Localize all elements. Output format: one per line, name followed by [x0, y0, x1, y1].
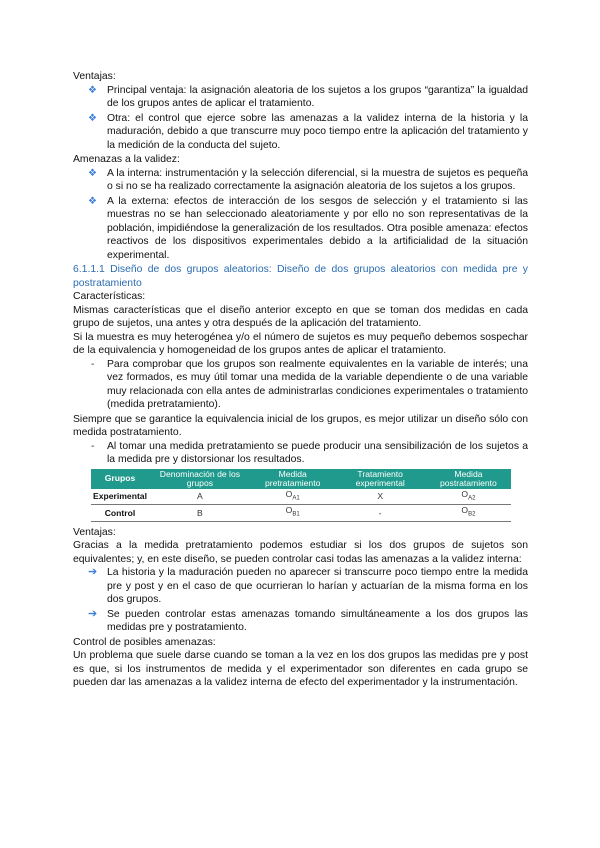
paragraph: Mismas características que el diseño anterior excepto en que se toman dos medidas en cada grupo de sujetos, una antes y otra después de la aplicación del tratamiento.: [73, 304, 528, 329]
list-item: - Para comprobar que los grupos son realmente equivalentes en la variable de interés; una vez formados, es muy útil tomar una medida de la variable dependiente o de una variable muy relacionada con ella antes de administrarlas condiciones experimentales o tratamiento (medida pretratamiento).: [91, 358, 528, 410]
diamond-bullet-icon: ❖: [88, 167, 97, 179]
table-header-row: [91, 469, 511, 489]
paragraph: Siempre que se garantice la equivalencia inicial de los grupos, es mejor utilizar un diseño sólo con medida postratamiento.: [73, 413, 528, 438]
document-page: [73, 70, 528, 690]
caracteristicas-title: Características:: [73, 291, 146, 302]
list-item: ➔ Se pueden controlar estas amenazas tomando simultáneamente a los dos grupos las medidas pre y postratamiento.: [88, 607, 528, 634]
list-item: - Al tomar una medida pretratamiento se puede producir una sensibilización de los sujetos a la medida pre y distorsionar los resultados.: [91, 440, 528, 465]
table-header-cell: Medida pretratamiento: [251, 469, 335, 489]
diamond-bullet-icon: ❖: [88, 84, 97, 96]
table-cell: Control: [91, 505, 149, 522]
table-cell: B: [149, 505, 251, 522]
amenazas-title: Amenazas a la validez:: [73, 154, 180, 165]
table-header-cell: Denominación de los grupos: [149, 469, 251, 489]
table-header-cell: Tratamiento experimental: [335, 469, 426, 489]
table-header-cell: Medida postratamiento: [426, 469, 511, 489]
ventajas-title: Ventajas:: [73, 71, 116, 82]
arrow-list: [73, 566, 528, 635]
table-cell: $O_{A1}$: [251, 489, 335, 505]
diamond-bullet-icon: ❖: [88, 195, 97, 207]
list-item: ➔ La historia y la maduración pueden no aparecer si transcurre poco tiempo entre la medida pre y post y en el caso de que ocurrieran lo harían y actuarían de la misma forma en los dos grupos.: [88, 566, 528, 606]
list-item: ❖ Principal ventaja: la asignación aleatoria de los sujetos a los grupos “garantiza” la igualdad de los grupos antes de aplicar el tratamiento.: [88, 84, 528, 109]
table-header-cell: Grupos: [91, 469, 149, 489]
table-cell: $O_{B2}$: [426, 505, 511, 522]
dash-list: [73, 440, 528, 467]
dash-bullet: -: [91, 440, 95, 452]
table-cell: $O_{B1}$: [251, 505, 335, 522]
paragraph: Un problema que suele darse cuando se toman a la vez en los dos grupos las medidas pre y post es que, si los instrumentos de medida y el experimentador son diferentes en cada grupo se pueden dar las amenazas a la validez interna de efecto del experimentador y la instrumentación.: [73, 650, 528, 689]
ventajas-list: [73, 84, 528, 153]
table-row: [91, 505, 511, 522]
list-item: ❖ A la externa: efectos de interacción de los sesgos de selección y el tratamiento si las muestras no se han seleccionado aleatoriamente y por ello no son representativas de la población, impidiéndose la generalización de los resultados. Otra posible amenaza: efectos reactivos de los dispositivos experimentales debido a la artificialidad de la situación experimental.: [88, 195, 528, 261]
control-title: Control de posibles amenazas:: [73, 636, 216, 648]
table-cell: $O_{A2}$: [426, 489, 511, 505]
paragraph: Si la muestra es muy heterogénea y/o el número de sujetos es muy pequeño debemos sospechar de la equivalencia y homogeneidad de los grupos antes de aplicar el tratamiento.: [73, 331, 528, 356]
list-item: ❖ A la interna: instrumentación y la selección diferencial, si la muestra de sujetos es pequeña o si no se ha realizado correctamente la asignación aleatoria de los sujetos a los grupos.: [88, 167, 528, 192]
ventajas-title: Ventajas:: [73, 526, 116, 538]
diamond-bullet-icon: ❖: [88, 112, 97, 124]
dash-bullet: -: [91, 358, 95, 370]
table-row: [91, 489, 511, 505]
design-table: [91, 469, 511, 522]
table-cell: X: [335, 489, 426, 505]
dash-list: [73, 358, 528, 412]
paragraph: Gracias a la medida pretratamiento podemos estudiar si los dos grupos de sujetos son equivalentes; y, en este diseño, se pueden controlar casi todas las amenazas a la validez interna:: [73, 540, 528, 565]
table-cell: A: [149, 489, 251, 505]
table-cell: -: [335, 505, 426, 522]
table-cell: Experimental: [91, 489, 149, 505]
section-heading: 6.1.1.1 Diseño de dos grupos aleatorios: Diseño de dos grupos aleatorios con medida pre y postratamiento: [73, 264, 528, 289]
amenazas-list: [73, 167, 528, 263]
right-arrow-icon: ➔: [88, 607, 98, 620]
list-item: ❖ Otra: el control que ejerce sobre las amenazas a la validez interna de la historia y la maduración, debido a que transcurre muy poco tiempo entre la aplicación del tratamiento y la medición de la conducta del sujeto.: [88, 112, 528, 151]
right-arrow-icon: ➔: [88, 566, 98, 579]
